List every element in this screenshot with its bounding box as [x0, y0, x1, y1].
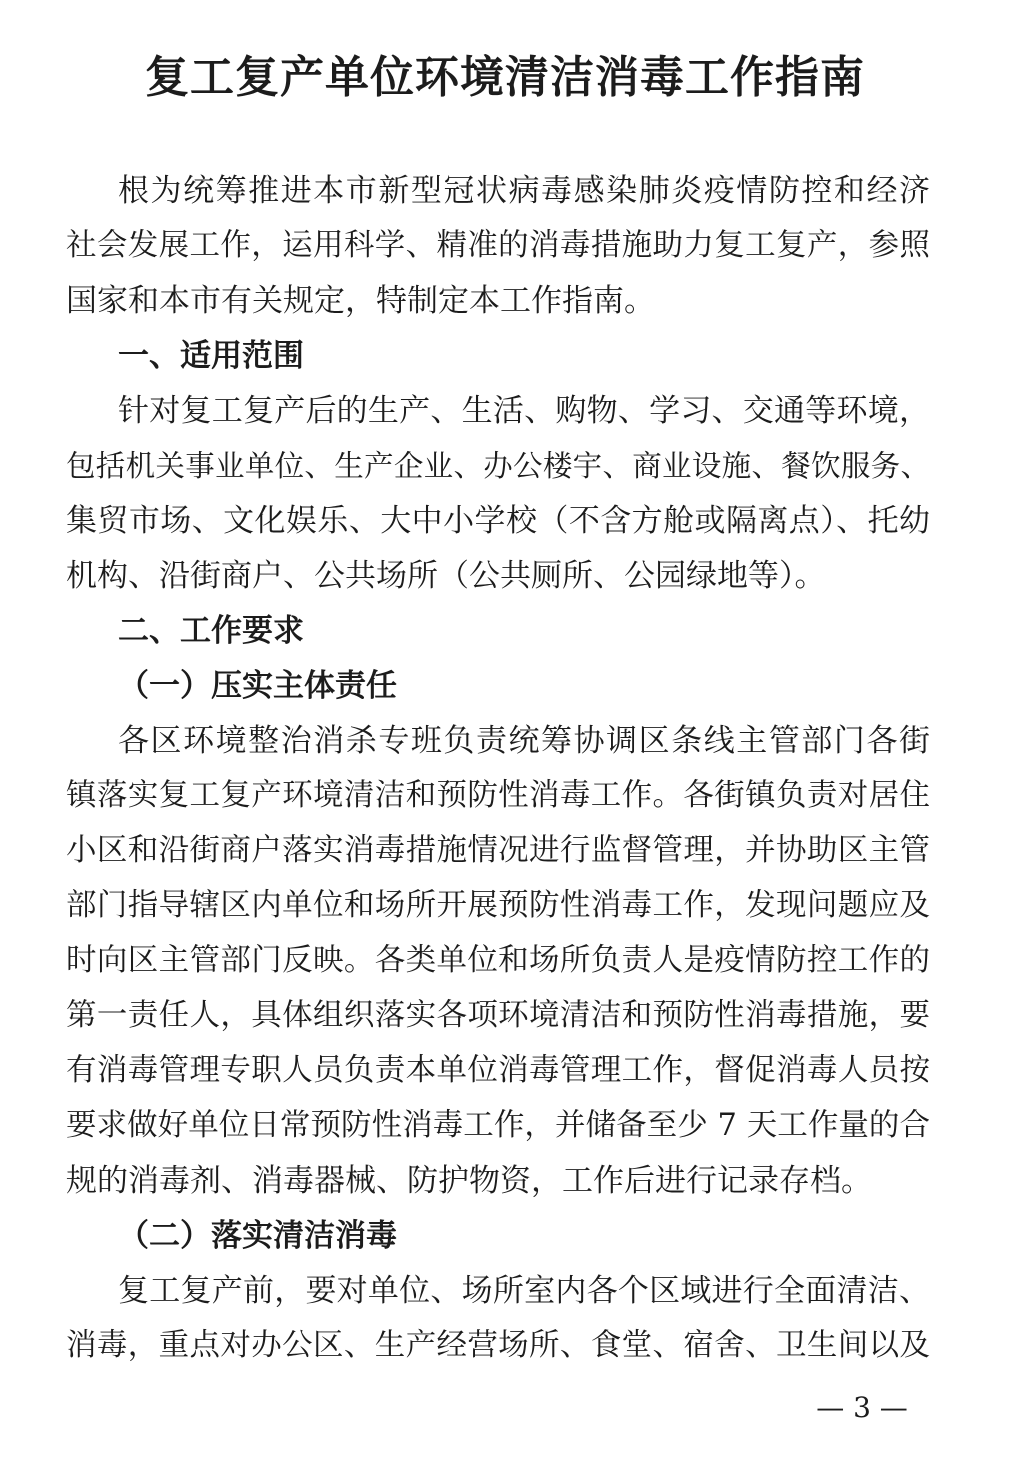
responsibility-line-5: 时向区主管部门反映。各类单位和场所负责人是疫情防控工作的	[66, 943, 930, 978]
intro-line-2: 社会发展工作，运用科学、精准的消毒措施助力复工复产，参照	[66, 228, 930, 263]
intro-line-3: 国家和本市有关规定，特制定本工作指南。	[66, 283, 655, 319]
subsection-heading-responsibility: （一）压实主体责任	[118, 668, 397, 704]
responsibility-line-8: 要求做好单位日常预防性消毒工作，并储备至少 7 天工作量的合	[66, 1108, 930, 1143]
subsection-heading-cleaning: （二）落实清洁消毒	[118, 1218, 397, 1254]
scope-line-1: 针对复工复产后的生产、生活、购物、学习、交通等环境，	[118, 393, 930, 429]
cleaning-line-1: 复工复产前，要对单位、场所室内各个区域进行全面清洁、	[118, 1273, 930, 1309]
section-heading-requirements: 二、工作要求	[118, 613, 304, 649]
responsibility-line-1: 各区环境整治消杀专班负责统筹协调区条线主管部门各街	[118, 723, 930, 759]
responsibility-line-3: 小区和沿街商户落实消毒措施情况进行监督管理，并协助区主管	[66, 833, 930, 868]
scope-line-3: 集贸市场、文化娱乐、大中小学校（不含方舱或隔离点）、托幼	[66, 503, 930, 539]
responsibility-line-4: 部门指导辖区内单位和场所开展预防性消毒工作，发现问题应及	[66, 888, 930, 923]
cleaning-line-2: 消毒，重点对办公区、生产经营场所、食堂、宿舍、卫生间以及	[66, 1328, 930, 1363]
responsibility-line-7: 有消毒管理专职人员负责本单位消毒管理工作，督促消毒人员按	[66, 1053, 930, 1088]
intro-line-1: 根为统筹推进本市新型冠状病毒感染肺炎疫情防控和经济	[118, 173, 930, 209]
responsibility-line-9: 规的消毒剂、消毒器械、防护物资，工作后进行记录存档。	[66, 1163, 872, 1199]
scope-line-2: 包括机关事业单位、生产企业、办公楼宇、商业设施、餐饮服务、	[66, 449, 930, 483]
responsibility-line-6: 第一责任人，具体组织落实各项环境清洁和预防性消毒措施，要	[66, 998, 930, 1033]
section-heading-scope: 一、适用范围	[118, 338, 304, 374]
responsibility-line-2: 镇落实复工复产环境清洁和预防性消毒工作。各街镇负责对居住	[66, 778, 930, 813]
scope-line-4: 机构、沿街商户、公共场所（公共厕所、公园绿地等）。	[66, 558, 826, 594]
document-title: 复工复产单位环境清洁消毒工作指南	[145, 52, 865, 103]
page-number: — 3 —	[816, 1391, 908, 1424]
